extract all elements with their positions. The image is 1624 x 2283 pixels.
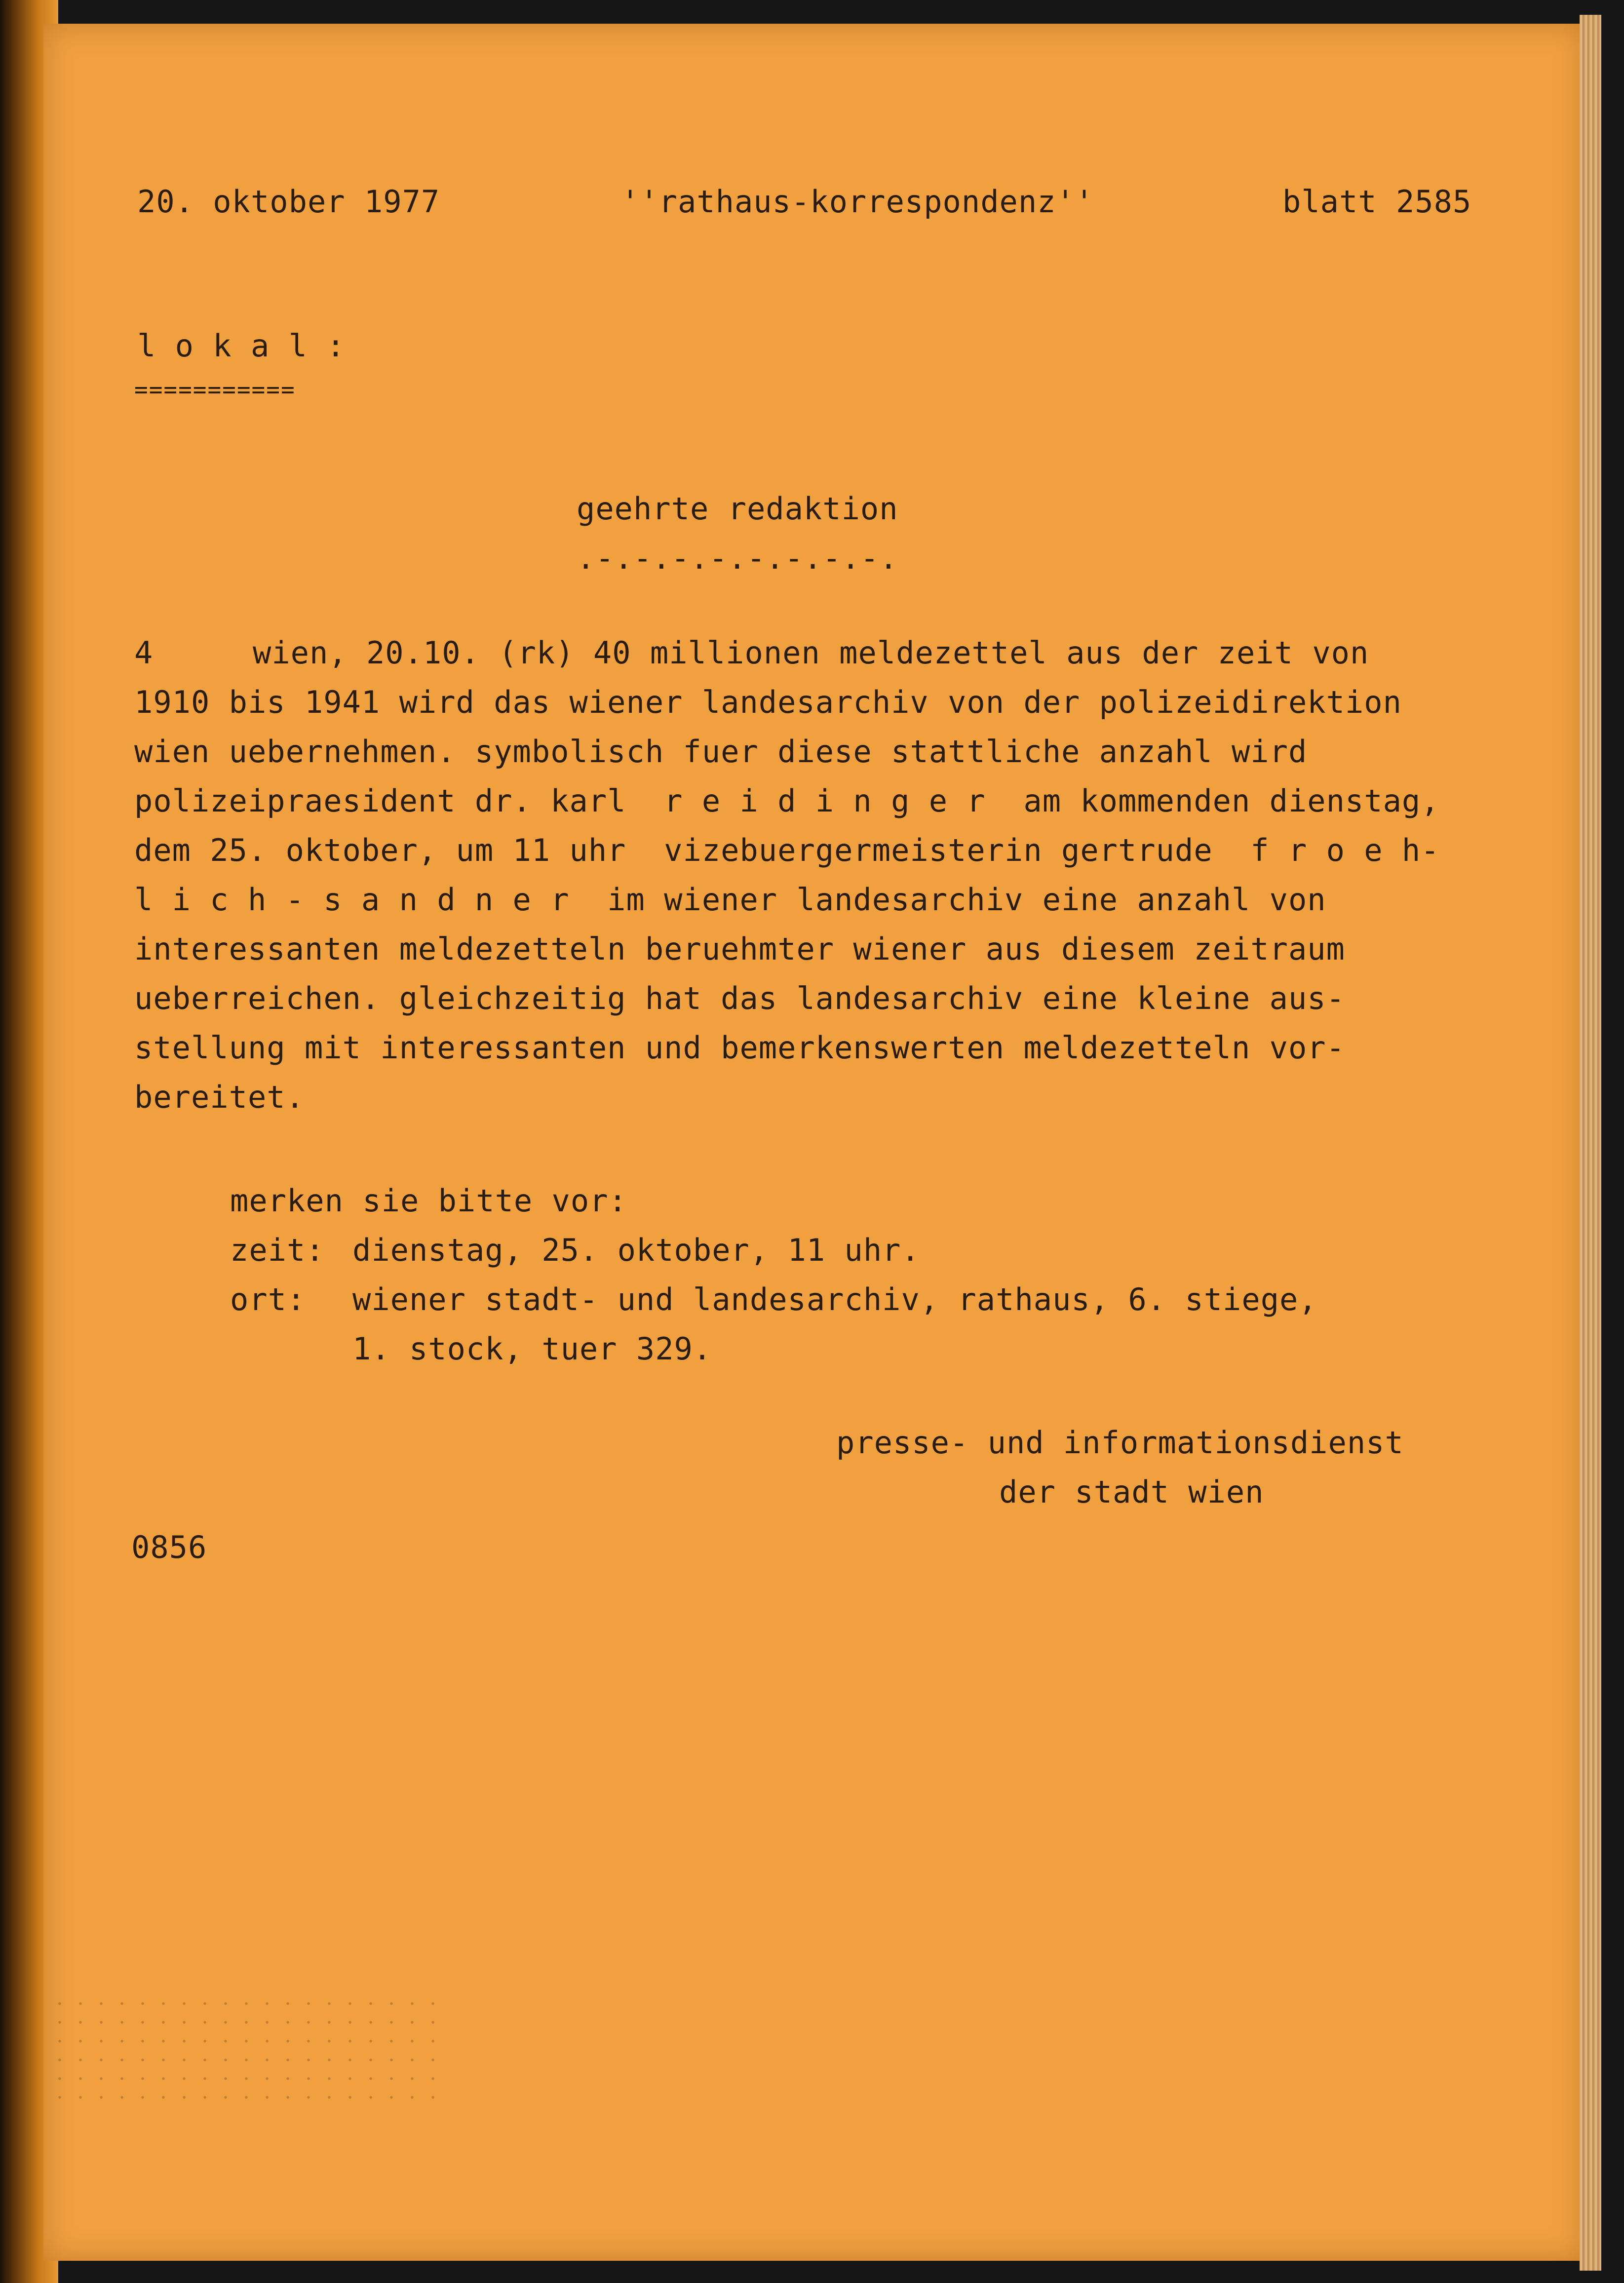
signature-line: presse- und informationsdienst	[836, 1425, 1404, 1461]
article-number: 4	[134, 635, 154, 671]
signature-line: der stadt wien	[999, 1474, 1264, 1510]
article-line: stellung mit interessanten und bemerkenswerten meldezetteln vor-	[134, 1030, 1345, 1066]
notice-time-label: zeit:	[230, 1232, 325, 1268]
article-line: interessanten meldezetteln beruehmter wiener aus diesem zeitraum	[134, 931, 1345, 967]
article-line: bereitet.	[134, 1079, 305, 1115]
print-speckles	[49, 1994, 444, 2103]
article-line: dem 25. oktober, um 11 uhr vizebuergermeisterin gertrude f r o e h-	[134, 832, 1440, 868]
article-line: ueberreichen. gleichzeitig hat das landesarchiv eine kleine aus-	[134, 980, 1345, 1016]
article-line: wien, 20.10. (rk) 40 millionen meldezettel aus der zeit von	[253, 635, 1369, 671]
section-title: l o k a l :	[137, 328, 346, 364]
salutation: geehrte redaktion	[577, 491, 898, 527]
notice-time-value: dienstag, 25. oktober, 11 uhr.	[352, 1232, 920, 1268]
notice-place-value: 1. stock, tuer 329.	[352, 1331, 712, 1367]
header-publication: ''rathaus-korrespondenz''	[621, 184, 1094, 220]
salutation-underline: .-.-.-.-.-.-.-.-.	[577, 540, 898, 576]
article-line: 1910 bis 1941 wird das wiener landesarchiv von der polizeidirektion	[134, 684, 1402, 720]
section-underline: ===========	[134, 376, 296, 403]
notice-place-value: wiener stadt- und landesarchiv, rathaus, 6. stiege,	[352, 1281, 1317, 1317]
footer-code: 0856	[131, 1529, 207, 1565]
article-line: l i c h - s a n d n e r im wiener landesarchiv eine anzahl von	[134, 882, 1326, 918]
notice-intro: merken sie bitte vor:	[230, 1183, 627, 1219]
header-sheet-number: blatt 2585	[1282, 184, 1472, 220]
notice-place-label: ort:	[230, 1281, 306, 1317]
article-line: wien uebernehmen. symbolisch fuer diese stattliche anzahl wird	[134, 734, 1308, 770]
article-line: polizeipraesident dr. karl r e i d i n g e r am kommenden dienstag,	[134, 783, 1440, 819]
page-edge	[1580, 15, 1601, 2271]
header-date: 20. oktober 1977	[137, 184, 440, 220]
